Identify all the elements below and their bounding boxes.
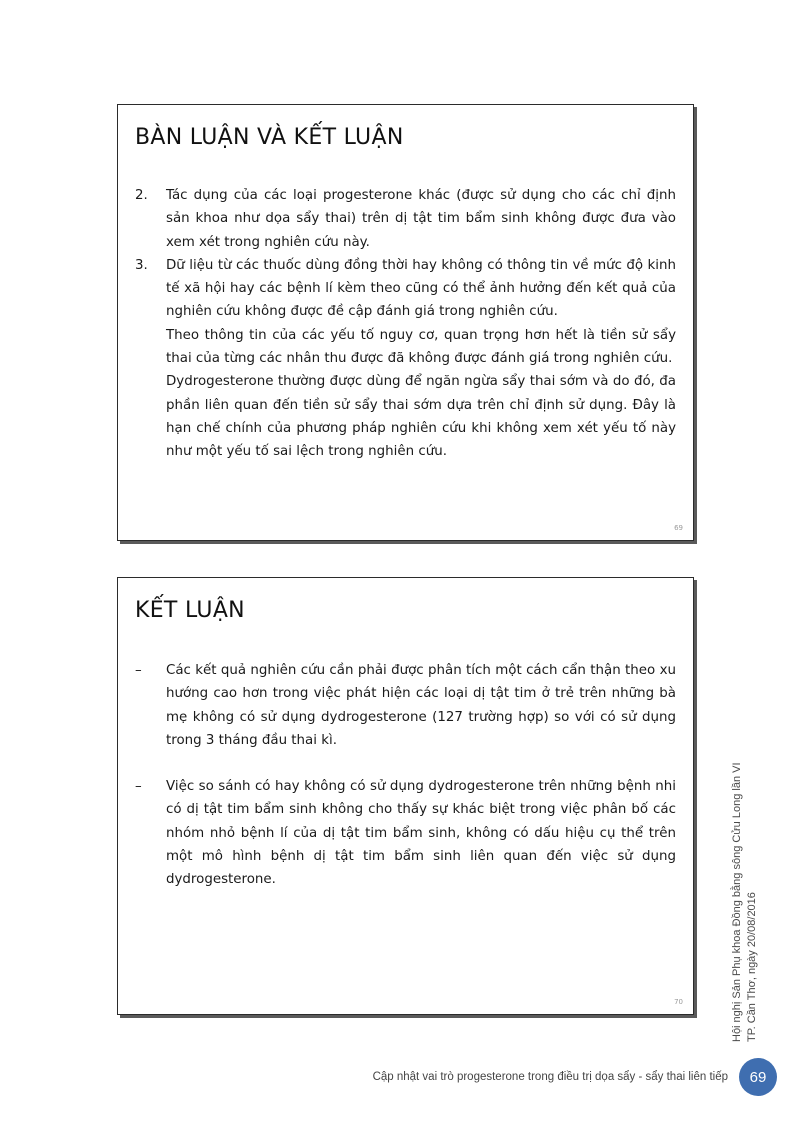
list-item-text: Các kết quả nghiên cứu cần phải được phân tích một cách cẩn thận theo xu hướng cao hơn trong việc phát hiện các loại dị tật tim ở trẻ trên những bà mẹ không có sử dụng dydrogesterone (127 trường hợp) so với có sử dụng trong 3 tháng đầu thai kì. — [166, 663, 676, 748]
slide-title: BÀN LUẬN VÀ KẾT LUẬN — [135, 125, 404, 150]
list-marker: – — [135, 663, 142, 678]
slide-title: KẾT LUẬN — [135, 598, 245, 623]
list-item-text: Dữ liệu từ các thuốc dùng đồng thời hay không có thông tin về mức độ kinh tế xã hội hay các bệnh lí kèm theo cũng có thể ảnh hưởng đến kết quả của nghiên cứu không được đề cập đánh giá trong nghiên cứu. — [166, 257, 676, 320]
slide-number: 70 — [674, 998, 683, 1006]
slide-conclusion — [117, 577, 694, 1015]
list-item-text: Theo thông tin của các yếu tố nguy cơ, quan trọng hơn hết là tiền sử sẩy thai của từng các nhân thu được đã không được đánh giá trong nghiên cứu. — [166, 327, 676, 367]
list-item-text: Dydrogesterone thường được dùng để ngăn ngừa sẩy thai sớm và do đó, đa phần liên quan đến tiền sử sẩy thai sớm dựa trên chỉ định sử dụng. Đây là hạn chế chính của phương pháp nghiên cứu khi không xem xét yếu tố này như một yếu tố sai lệch trong nghiên cứu. — [166, 374, 676, 460]
conference-name: Hội nghị Sản Phụ khoa Đồng bằng sông Cửu Long lần VI — [731, 762, 743, 1042]
footer-title: Cập nhật vai trò progesterone trong điều trị dọa sẩy - sẩy thai liên tiếp — [372, 1071, 728, 1083]
slide-content-list — [135, 184, 676, 464]
list-marker: 2. — [135, 188, 148, 203]
slide-number: 69 — [674, 524, 683, 532]
conference-date: TP. Cần Thơ, ngày 20/08/2016 — [746, 892, 758, 1042]
list-marker: – — [135, 779, 142, 795]
page-number-badge: 69 — [739, 1058, 777, 1096]
list-item — [135, 184, 676, 254]
list-item — [135, 775, 676, 891]
list-item-text: Việc so sánh có hay không có sử dụng dydrogesterone trên những bệnh nhi có dị tật tim bẩm sinh không cho thấy sự khác biệt trong việc phân bố các nhóm nhỏ bệnh lí của dị tật tim bẩm sinh, không có dấu hiệu cụ thể trên một mô hình bệnh dị tật tim bẩm sinh liên quan đến việc sử dụng dydrogesterone. — [166, 779, 676, 888]
list-marker: 3. — [135, 257, 148, 273]
list-item — [135, 659, 676, 752]
slide-discussion-conclusion — [117, 104, 694, 541]
conference-sidebar — [730, 752, 766, 1042]
list-item-text: Tác dụng của các loại progesterone khác (được sử dụng cho các chỉ định sản khoa như dọa sẩy thai) trên dị tật tim bẩm sinh không được đưa vào xem xét trong nghiên cứu này. — [166, 188, 676, 250]
list-item — [135, 254, 676, 464]
slide-content-list — [135, 659, 676, 892]
